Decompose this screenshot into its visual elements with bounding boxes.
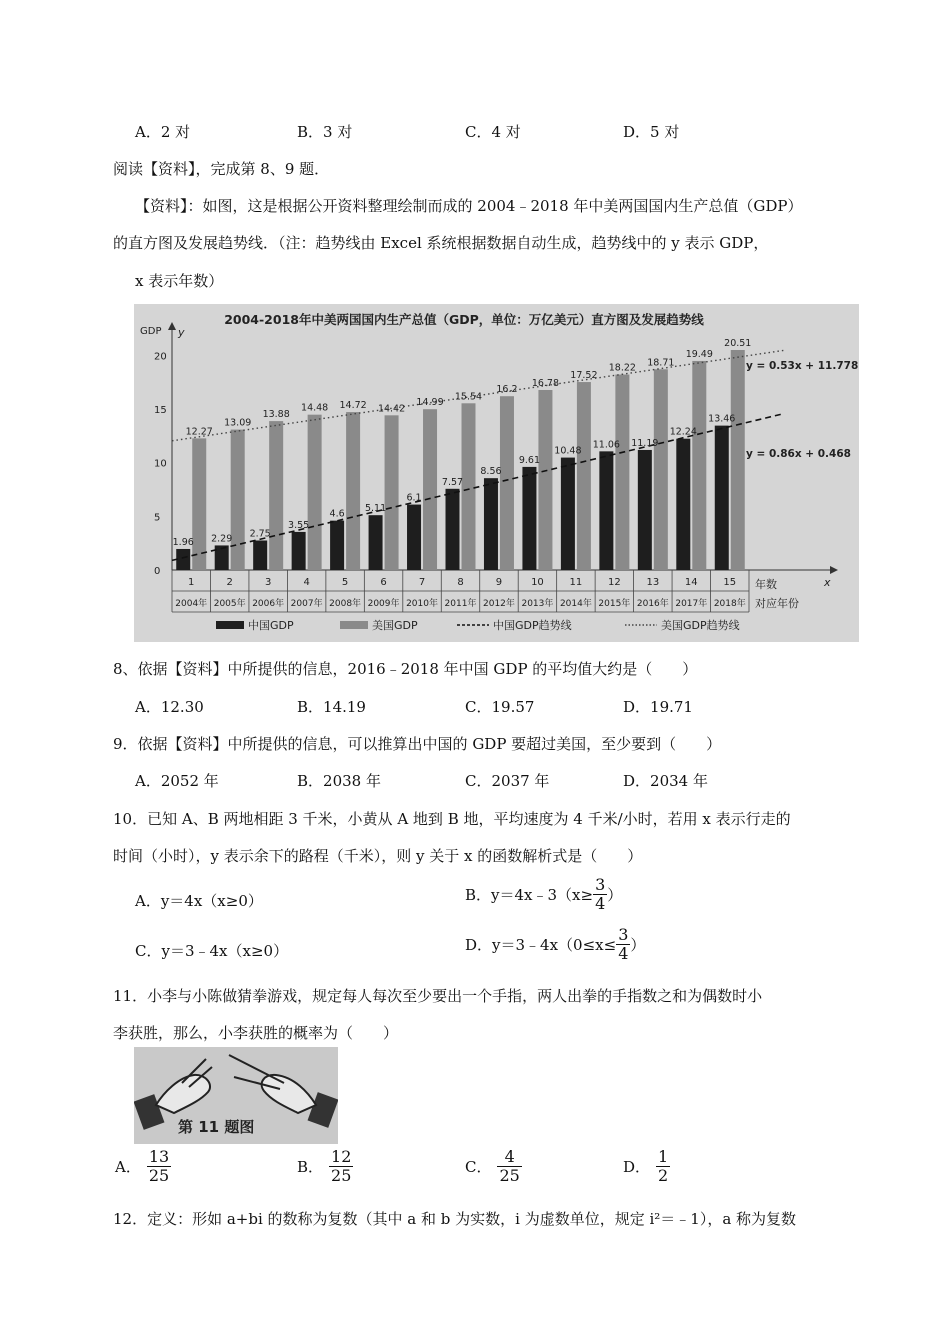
us-trend-equation: y = 0.53x + 11.778 — [746, 360, 859, 372]
x-tick-label: 6 — [380, 577, 387, 588]
china-gdp-bar — [561, 458, 575, 570]
us-gdp-value-label: 18.71 — [647, 357, 675, 369]
x-tick-label: 5 — [341, 577, 349, 588]
q11-option-a-fraction: $\frac{13}{25}$ — [148, 1147, 170, 1186]
chart-title: 2004-2018年中美两国国内生产总值（GDP，单位：万亿美元）直方图及发展趋势线 — [224, 312, 704, 327]
china-gdp-value-label: 8.56 — [480, 466, 502, 478]
us-gdp-value-label: 20.51 — [724, 337, 752, 349]
q10-line-1: 10．已知 A、B 两地相距 3 千米，小黄从 A 地到 B 地，平均速度为 4 千米/小时，若用 x 表示行走的 — [113, 810, 791, 828]
us-gdp-bar — [231, 430, 245, 570]
us-gdp-value-label: 16.2 — [496, 384, 518, 396]
x-tick-label: 1 — [188, 577, 195, 588]
us-gdp-value-label: 14.72 — [339, 400, 367, 412]
q10-option-a: A．y＝4x（x≥0） — [135, 892, 263, 910]
q10-line-2: 时间（小时），y 表示余下的路程（千米），则 y 关于 x 的函数解析式是（ ） — [113, 847, 643, 865]
y-axis-label: GDP — [140, 326, 162, 337]
x-axis-label: 年数 — [755, 578, 777, 591]
reading-intro: 阅读【资料】，完成第 8、9 题． — [113, 160, 330, 178]
china-gdp-bar — [407, 505, 421, 570]
year-tick-label: 2013年 — [521, 599, 554, 609]
china-gdp-bar — [484, 478, 498, 570]
q11-option-b: B． $\frac{12}{25}$ — [297, 1147, 352, 1186]
year-tick-label: 2012年 — [483, 599, 515, 609]
q11-line-2: 李获胜，那么，小李获胜的概率为（ ） — [113, 1024, 399, 1042]
legend-china-label: 中国GDP — [248, 619, 294, 632]
china-trend-equation: y = 0.86x + 0.468 — [746, 448, 851, 460]
us-gdp-value-label: 14.42 — [377, 403, 406, 415]
y-tick-label: 10 — [154, 458, 167, 470]
gdp-chart — [134, 304, 859, 642]
china-gdp-bar — [676, 439, 690, 570]
q9-text: 9．依据【资料】中所提供的信息，可以推算出中国的 GDP 要超过美国，至少要到（ ） — [113, 735, 722, 753]
x-axis-arrow — [830, 566, 838, 574]
china-gdp-value-label: 3.55 — [288, 519, 310, 531]
q10-option-b-fraction: $\frac{3}{4}$ — [595, 875, 606, 914]
year-tick-label: 2015年 — [598, 599, 631, 609]
q10-option-c: C．y＝3﹣4x（x≥0） — [135, 942, 289, 960]
us-gdp-bar — [269, 421, 283, 570]
x-tick-label: 3 — [264, 577, 272, 588]
y-axis-var: y — [178, 326, 185, 339]
china-gdp-bar — [446, 489, 460, 570]
us-gdp-value-label: 19.49 — [685, 348, 713, 360]
q11-option-a: A． $\frac{13}{25}$ — [115, 1147, 170, 1186]
y-tick-label: 15 — [154, 405, 167, 417]
china-gdp-value-label: 1.96 — [172, 536, 194, 548]
legend-us-swatch — [340, 621, 368, 629]
us-gdp-value-label: 13.88 — [262, 409, 290, 421]
us-gdp-bar — [423, 409, 437, 570]
y-tick-label: 20 — [154, 351, 167, 363]
us-gdp-value-label: 13.09 — [224, 417, 252, 429]
q8-text: 8、依据【资料】中所提供的信息，2016﹣2018 年中国 GDP 的平均值大约是（ ） — [113, 660, 698, 678]
x-tick-label: 14 — [684, 577, 698, 588]
year-tick-label: 2007年 — [290, 599, 323, 609]
legend-us-trend-label: 美国GDP趋势线 — [661, 619, 740, 632]
x-axis-year-label: 对应年份 — [755, 597, 799, 610]
y-tick-label: 0 — [154, 566, 161, 577]
china-gdp-bar — [369, 515, 383, 570]
q11-figure-caption: 第 11 题图 — [178, 1118, 255, 1136]
material-line-1: 【资料】：如图，这是根据公开资料整理绘制而成的 2004﹣2018 年中美两国国内生产总值（GDP） — [135, 197, 803, 215]
china-gdp-value-label: 12.24 — [669, 426, 697, 438]
year-tick-label: 2006年 — [252, 599, 285, 609]
us-gdp-bar — [577, 382, 591, 570]
china-gdp-bar — [330, 521, 344, 570]
us-gdp-bar — [615, 375, 629, 570]
us-gdp-bar — [462, 403, 476, 570]
q11-option-b-fraction: $\frac{12}{25}$ — [331, 1147, 352, 1186]
us-gdp-bar — [346, 412, 360, 570]
q8-option-d: D．19.71 — [623, 698, 693, 716]
q10-option-d: D．y＝3﹣4x（0≤x≤ $\frac{3}{4}$ ） — [465, 925, 646, 964]
us-gdp-value-label: 15.54 — [454, 391, 483, 403]
x-tick-label: 12 — [607, 577, 621, 588]
q10-option-d-fraction: $\frac{3}{4}$ — [618, 925, 629, 964]
china-gdp-bar — [253, 541, 267, 571]
china-gdp-bar — [599, 451, 613, 570]
x-tick-label: 11 — [569, 577, 583, 588]
x-tick-label: 9 — [495, 577, 503, 588]
us-gdp-bar — [500, 396, 514, 570]
us-gdp-bar — [731, 350, 745, 570]
q7-option-c: C．4 对 — [465, 123, 521, 141]
us-gdp-value-label: 17.52 — [570, 370, 598, 382]
q8-option-b: B．14.19 — [297, 698, 366, 716]
us-gdp-bar — [385, 415, 399, 570]
year-tick-label: 2005年 — [213, 599, 246, 609]
year-tick-label: 2011年 — [444, 599, 477, 609]
q11-figure — [134, 1047, 338, 1144]
material-line-3: x 表示年数） — [135, 272, 224, 290]
q8-option-c: C．19.57 — [465, 698, 535, 716]
year-tick-label: 2014年 — [559, 599, 592, 609]
q9-option-d: D．2034 年 — [623, 772, 708, 790]
china-gdp-bar — [715, 426, 729, 570]
q11-option-d: D． $\frac{1}{2}$ — [623, 1147, 669, 1186]
x-tick-label: 13 — [646, 577, 660, 588]
q9-option-c: C．2037 年 — [465, 772, 550, 790]
china-gdp-value-label: 4.6 — [329, 508, 345, 520]
gdp-chart-svg — [134, 304, 859, 642]
q11-option-d-fraction: $\frac{1}{2}$ — [658, 1147, 669, 1186]
x-tick-label: 15 — [723, 577, 737, 588]
legend-china-trend-label: 中国GDP趋势线 — [493, 619, 572, 632]
year-tick-label: 2008年 — [329, 599, 362, 609]
china-gdp-value-label: 2.75 — [249, 528, 271, 540]
q11-line-1: 11．小李与小陈做猜拳游戏，规定每人每次至少要出一个手指，两人出拳的手指数之和为偶数时小 — [113, 987, 763, 1005]
china-gdp-value-label: 7.57 — [441, 476, 464, 488]
us-gdp-bar — [192, 438, 206, 570]
us-gdp-value-label: 12.27 — [185, 426, 213, 438]
us-gdp-bar — [308, 415, 322, 570]
q11-option-c-fraction: $\frac{4}{25}$ — [499, 1147, 520, 1186]
y-axis-arrow — [168, 322, 176, 330]
us-gdp-bar — [538, 390, 552, 570]
us-gdp-value-label: 14.48 — [301, 402, 329, 414]
year-tick-label: 2016年 — [636, 599, 669, 609]
legend-china-swatch — [216, 621, 244, 629]
year-tick-label: 2017年 — [675, 599, 708, 609]
us-gdp-bar — [692, 361, 706, 570]
china-gdp-value-label: 6.1 — [406, 492, 422, 504]
china-gdp-value-label: 5.11 — [364, 503, 387, 515]
china-gdp-value-label: 11.06 — [592, 439, 620, 451]
legend-us-label: 美国GDP — [372, 619, 418, 632]
x-tick-label: 10 — [531, 577, 544, 588]
china-gdp-value-label: 13.46 — [708, 413, 736, 425]
china-gdp-value-label: 2.29 — [211, 533, 233, 545]
y-tick-label: 5 — [154, 512, 161, 524]
q7-option-b: B．3 对 — [297, 123, 353, 141]
q9-option-a: A．2052 年 — [135, 772, 219, 790]
x-tick-label: 2 — [226, 577, 233, 588]
q10-option-b: B．y＝4x﹣3（x≥ $\frac{3}{4}$ ） — [465, 875, 623, 914]
china-gdp-bar — [176, 549, 190, 570]
x-axis-var: x — [824, 576, 831, 589]
china-gdp-bar — [292, 532, 306, 570]
q9-option-b: B．2038 年 — [297, 772, 381, 790]
x-tick-label: 7 — [418, 577, 426, 588]
q8-option-a: A．12.30 — [135, 698, 204, 716]
x-tick-label: 8 — [457, 577, 464, 588]
us-gdp-bar — [654, 369, 668, 570]
us-gdp-value-label: 16.78 — [531, 377, 560, 389]
q7-option-a: A．2 对 — [135, 123, 191, 141]
china-gdp-value-label: 11.19 — [631, 437, 659, 449]
year-tick-label: 2010年 — [406, 599, 438, 609]
year-tick-label: 2018年 — [713, 599, 746, 609]
q11-option-c: C． $\frac{4}{25}$ — [465, 1147, 520, 1186]
china-gdp-value-label: 9.61 — [518, 454, 541, 466]
material-line-2: 的直方图及发展趋势线．（注：趋势线由 Excel 系统根据数据自动生成，趋势线中的 y 表示 GDP， — [113, 234, 769, 252]
china-gdp-value-label: 10.48 — [554, 445, 582, 457]
year-tick-label: 2009年 — [367, 599, 400, 609]
x-tick-label: 4 — [303, 577, 310, 588]
year-tick-label: 2004年 — [175, 599, 208, 609]
q7-option-d: D．5 对 — [623, 123, 680, 141]
china-gdp-bar — [638, 450, 652, 570]
us-gdp-value-label: 14.99 — [416, 397, 444, 409]
q12-text: 12．定义：形如 a+bi 的数称为复数（其中 a 和 b 为实数，i 为虚数单位，规定 i²＝﹣1），a 称为复数 — [113, 1210, 797, 1228]
china-gdp-bar — [522, 467, 536, 570]
us-gdp-value-label: 18.22 — [608, 362, 636, 374]
